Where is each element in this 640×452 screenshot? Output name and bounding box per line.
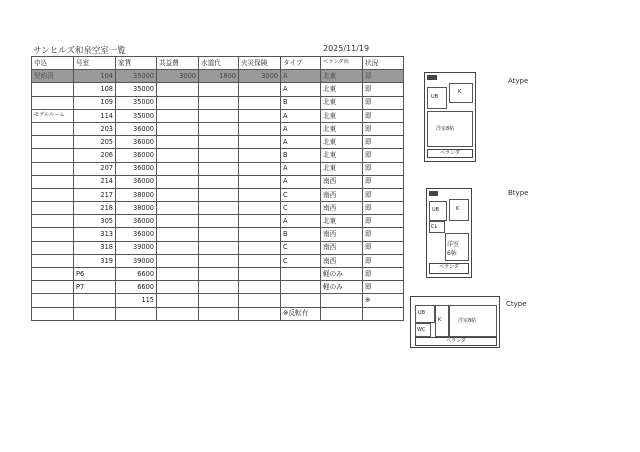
balcony-c: ベランダ — [415, 337, 497, 346]
col-water: 水道代 — [199, 57, 239, 70]
cell-application — [32, 215, 74, 228]
cell-water — [199, 96, 239, 109]
cell-status: 即 — [363, 175, 404, 188]
cell-fire-insurance — [239, 294, 281, 307]
cell-application — [32, 122, 74, 135]
cell-rent: 39000 — [116, 254, 157, 267]
cell-type: A — [281, 215, 321, 228]
table-header-row — [32, 57, 404, 70]
cell-application — [32, 307, 74, 320]
cell-room-number: 205 — [74, 136, 116, 149]
cell-rent: 36000 — [116, 136, 157, 149]
cell-common-fee — [157, 175, 199, 188]
cell-application — [32, 175, 74, 188]
cell-type: B — [281, 228, 321, 241]
table-row — [32, 83, 404, 96]
cell-common-fee — [157, 96, 199, 109]
cell-balcony-direction: 軽のみ — [321, 268, 363, 281]
table-row — [32, 228, 404, 241]
cell-balcony-direction: 南西 — [321, 188, 363, 201]
cell-status: 即 — [363, 136, 404, 149]
cell-water — [199, 228, 239, 241]
cell-application — [32, 83, 74, 96]
cell-fire-insurance — [239, 149, 281, 162]
col-application: 申込 — [32, 57, 74, 70]
cell-status: 即 — [363, 96, 404, 109]
table-row — [32, 96, 404, 109]
cell-rent: 6600 — [116, 268, 157, 281]
cell-water — [199, 122, 239, 135]
cell-room-number: 313 — [74, 228, 116, 241]
cell-application — [32, 136, 74, 149]
floorplan-b — [426, 188, 472, 278]
cell-balcony-direction: 南西 — [321, 228, 363, 241]
cell-balcony-direction: 北東 — [321, 122, 363, 135]
cell-status: 即 — [363, 202, 404, 215]
cell-application — [32, 188, 74, 201]
cell-rent: 35000 — [116, 96, 157, 109]
unit-bath-a: UB — [427, 87, 447, 109]
floorplan-b-label: Btype — [508, 189, 529, 197]
cell-type — [281, 294, 321, 307]
cell-balcony-direction: 南西 — [321, 241, 363, 254]
table-row — [32, 294, 404, 307]
cell-rent: 36000 — [116, 215, 157, 228]
cell-common-fee — [157, 241, 199, 254]
cell-application — [32, 241, 74, 254]
balcony-b: ベランダ — [429, 263, 469, 274]
cell-common-fee — [157, 268, 199, 281]
cell-status: 即 — [363, 83, 404, 96]
cell-water — [199, 175, 239, 188]
cell-status: 即 — [363, 122, 404, 135]
cell-water — [199, 109, 239, 122]
cell-room-number: 114 — [74, 109, 116, 122]
cell-balcony-direction: 北東 — [321, 215, 363, 228]
table-row — [32, 188, 404, 201]
cell-rent: 115 — [116, 294, 157, 307]
cell-water — [199, 83, 239, 96]
cell-room-number — [74, 294, 116, 307]
cell-balcony-direction — [321, 307, 363, 320]
cell-application — [32, 96, 74, 109]
room-c — [449, 305, 497, 337]
cell-application — [32, 254, 74, 267]
floorplan-a-label: Atype — [508, 77, 529, 85]
cell-application: 契約済 — [32, 70, 74, 83]
table-row — [32, 122, 404, 135]
cell-type: A — [281, 83, 321, 96]
cell-water — [199, 149, 239, 162]
cell-fire-insurance — [239, 268, 281, 281]
cell-application — [32, 294, 74, 307]
cell-rent: 36000 — [116, 149, 157, 162]
cell-balcony-direction: 南西 — [321, 202, 363, 215]
cell-fire-insurance — [239, 96, 281, 109]
table-row — [32, 149, 404, 162]
cell-rent: 6600 — [116, 281, 157, 294]
cell-water — [199, 202, 239, 215]
vacancy-table — [31, 56, 404, 321]
cell-type: C — [281, 254, 321, 267]
cell-balcony-direction: 北東 — [321, 149, 363, 162]
table-row — [32, 268, 404, 281]
cell-type — [281, 268, 321, 281]
cell-fire-insurance — [239, 228, 281, 241]
col-balcony-direction: ベランダ向 — [321, 57, 363, 70]
cell-common-fee — [157, 109, 199, 122]
cell-fire-insurance — [239, 307, 281, 320]
cell-rent: 35000 — [116, 83, 157, 96]
cell-common-fee — [157, 162, 199, 175]
cell-fire-insurance — [239, 136, 281, 149]
cell-common-fee — [157, 122, 199, 135]
document-date: 2025/11/19 — [323, 44, 370, 53]
cell-type: ※反転有 — [281, 307, 321, 320]
cell-room-number: 218 — [74, 202, 116, 215]
cell-type: A — [281, 122, 321, 135]
cell-status: 即 — [363, 109, 404, 122]
room-a-label: 洋室8帖 — [436, 126, 455, 132]
document-title: サンヒルズ和泉空室一覧 — [33, 46, 126, 56]
cell-fire-insurance — [239, 241, 281, 254]
cell-water — [199, 268, 239, 281]
cell-type: A — [281, 70, 321, 83]
cell-status: 即 — [363, 70, 404, 83]
table-row — [32, 215, 404, 228]
table-row — [32, 175, 404, 188]
kitchen-b: K — [449, 199, 469, 221]
cell-fire-insurance — [239, 215, 281, 228]
cell-room-number: 104 — [74, 70, 116, 83]
cell-water — [199, 215, 239, 228]
cell-room-number: 318 — [74, 241, 116, 254]
floorplan-a — [424, 72, 476, 162]
cell-balcony-direction — [321, 294, 363, 307]
table-row — [32, 70, 404, 83]
entrance-mark — [427, 75, 437, 80]
table-row — [32, 109, 404, 122]
cell-rent: 36000 — [116, 228, 157, 241]
cell-fire-insurance: 3000 — [239, 70, 281, 83]
col-room-number: 号室 — [74, 57, 116, 70]
cell-status: 即 — [363, 281, 404, 294]
cell-room-number: 206 — [74, 149, 116, 162]
cell-type: A — [281, 162, 321, 175]
col-rent: 家賃 — [116, 57, 157, 70]
cell-fire-insurance — [239, 175, 281, 188]
cell-status: 即 — [363, 149, 404, 162]
cell-room-number — [74, 307, 116, 320]
cell-common-fee — [157, 136, 199, 149]
cell-fire-insurance — [239, 281, 281, 294]
cell-balcony-direction: 北東 — [321, 96, 363, 109]
cell-water — [199, 162, 239, 175]
cell-common-fee — [157, 281, 199, 294]
col-type: タイプ — [281, 57, 321, 70]
cell-application: モデルルーム — [32, 109, 74, 122]
cell-room-number: 319 — [74, 254, 116, 267]
cell-type: A — [281, 136, 321, 149]
cell-application — [32, 281, 74, 294]
kitchen-c: K — [435, 305, 449, 337]
cell-status: 即 — [363, 241, 404, 254]
cell-rent — [116, 307, 157, 320]
cell-type: B — [281, 149, 321, 162]
cell-fire-insurance — [239, 109, 281, 122]
cell-balcony-direction: 軽のみ — [321, 281, 363, 294]
cell-room-number: P6 — [74, 268, 116, 281]
cell-rent: 36000 — [116, 175, 157, 188]
cell-status: 即 — [363, 254, 404, 267]
cell-common-fee — [157, 294, 199, 307]
cell-rent: 39000 — [116, 241, 157, 254]
col-status: 状況 — [363, 57, 404, 70]
table-row — [32, 254, 404, 267]
cell-water — [199, 294, 239, 307]
cell-type: A — [281, 175, 321, 188]
cell-room-number: 305 — [74, 215, 116, 228]
cell-common-fee: 3000 — [157, 70, 199, 83]
col-common-fee: 共益費 — [157, 57, 199, 70]
cell-room-number: 108 — [74, 83, 116, 96]
table-row — [32, 162, 404, 175]
cell-common-fee — [157, 307, 199, 320]
cell-type: A — [281, 109, 321, 122]
cell-status — [363, 307, 404, 320]
cell-type — [281, 281, 321, 294]
table-row — [32, 136, 404, 149]
cell-balcony-direction: 北東 — [321, 70, 363, 83]
col-fire-insurance: 火災保険 — [239, 57, 281, 70]
cell-common-fee — [157, 83, 199, 96]
table-row — [32, 241, 404, 254]
room-c-label: 洋室8帖 — [458, 318, 477, 324]
cell-rent: 35000 — [116, 109, 157, 122]
cell-water — [199, 281, 239, 294]
cell-balcony-direction: 北東 — [321, 162, 363, 175]
cell-type: C — [281, 188, 321, 201]
cell-application — [32, 162, 74, 175]
cell-common-fee — [157, 202, 199, 215]
cell-fire-insurance — [239, 162, 281, 175]
cell-rent: 35000 — [116, 70, 157, 83]
floorplan-c-label: Ctype — [506, 300, 527, 308]
cell-room-number: 217 — [74, 188, 116, 201]
cell-type: B — [281, 96, 321, 109]
unit-bath-c: UB — [415, 305, 435, 323]
toilet-c: WC — [415, 323, 431, 337]
cell-room-number: 203 — [74, 122, 116, 135]
cell-status: ※ — [363, 294, 404, 307]
cell-application — [32, 268, 74, 281]
cell-application — [32, 149, 74, 162]
table-row — [32, 281, 404, 294]
cell-room-number: P7 — [74, 281, 116, 294]
cell-fire-insurance — [239, 83, 281, 96]
room-a — [427, 111, 473, 147]
cell-water — [199, 241, 239, 254]
cell-water — [199, 188, 239, 201]
cell-rent: 38000 — [116, 188, 157, 201]
cell-rent: 36000 — [116, 122, 157, 135]
cell-rent: 38000 — [116, 202, 157, 215]
cell-application — [32, 228, 74, 241]
floorplan-c — [410, 296, 500, 348]
cell-common-fee — [157, 254, 199, 267]
cell-application — [32, 202, 74, 215]
cell-common-fee — [157, 228, 199, 241]
entrance-mark — [429, 191, 438, 196]
cell-room-number: 207 — [74, 162, 116, 175]
cell-status: 即 — [363, 188, 404, 201]
cell-fire-insurance — [239, 202, 281, 215]
cell-status: 即 — [363, 268, 404, 281]
cell-water — [199, 307, 239, 320]
cell-type: C — [281, 241, 321, 254]
kitchen-a: K — [449, 83, 473, 103]
closet-b: CL — [429, 221, 445, 233]
cell-status: 即 — [363, 162, 404, 175]
cell-common-fee — [157, 215, 199, 228]
table-row — [32, 307, 404, 320]
room-b — [445, 233, 469, 261]
cell-water — [199, 254, 239, 267]
room-b-label: 洋室 6帖 — [447, 241, 460, 257]
cell-water — [199, 136, 239, 149]
cell-fire-insurance — [239, 254, 281, 267]
cell-fire-insurance — [239, 188, 281, 201]
unit-bath-b: UB — [429, 201, 447, 221]
cell-water: 1800 — [199, 70, 239, 83]
cell-room-number: 109 — [74, 96, 116, 109]
cell-status: 即 — [363, 228, 404, 241]
cell-balcony-direction: 南西 — [321, 254, 363, 267]
cell-room-number: 214 — [74, 175, 116, 188]
table-row — [32, 202, 404, 215]
cell-balcony-direction: 北東 — [321, 83, 363, 96]
cell-balcony-direction: 南西 — [321, 175, 363, 188]
cell-fire-insurance — [239, 122, 281, 135]
balcony-a: ベランダ — [427, 149, 473, 158]
cell-balcony-direction: 北東 — [321, 109, 363, 122]
cell-balcony-direction: 北東 — [321, 136, 363, 149]
cell-common-fee — [157, 149, 199, 162]
cell-common-fee — [157, 188, 199, 201]
cell-rent: 36000 — [116, 162, 157, 175]
cell-type: C — [281, 202, 321, 215]
cell-status: 即 — [363, 215, 404, 228]
